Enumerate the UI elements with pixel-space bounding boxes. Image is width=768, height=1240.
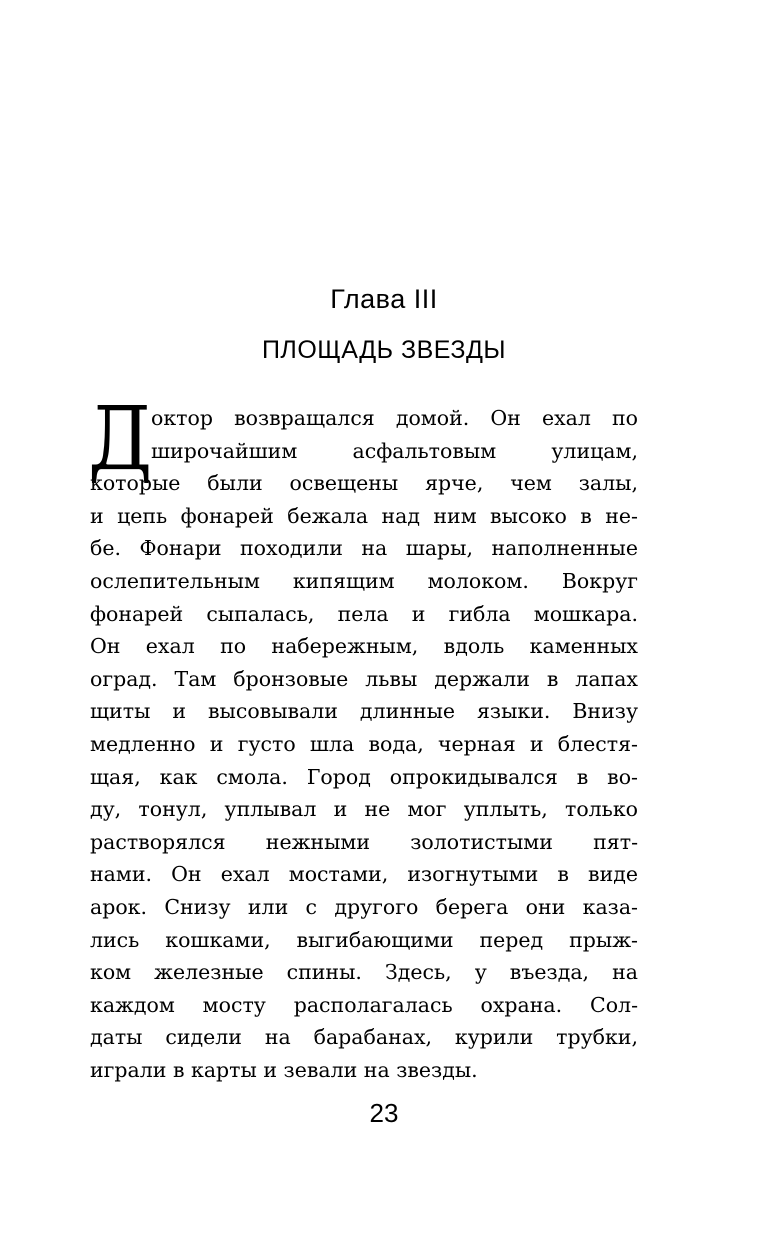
text-line: фонарей сыпалась, пела и гибла мошкара. <box>90 601 638 626</box>
text-line: щиты и высовывали длинные языки. Внизу <box>90 699 638 724</box>
text-line: октор возвращался домой. Он ехал по <box>151 406 638 430</box>
page-number: 23 <box>369 1098 399 1128</box>
chapter-title: Глава III <box>330 284 438 314</box>
text-line: оград. Там бронзовые львы держали в лапах <box>90 666 638 691</box>
text-line: медленно и густо шла вода, черная и блестя- <box>90 731 638 756</box>
body-paragraph <box>88 387 638 1086</box>
text-line: широчайшим асфальтовым улицам, <box>151 438 638 463</box>
text-line: бе. Фонари походили на шары, наполненные <box>90 536 638 561</box>
text-line: и цепь фонарей бежала над ним высоко в не- <box>90 503 638 528</box>
text-line: арок. Снизу или с другого берега они каза- <box>90 894 638 919</box>
text-line: играли в карты и зевали на звезды. <box>90 1057 478 1082</box>
text-line: лись кошками, выгибающими перед прыж- <box>90 927 638 952</box>
text-line: каждом мосту располагалась охрана. Сол- <box>90 992 638 1017</box>
text-line: ослепительным кипящим молоком. Вокруг <box>90 568 638 593</box>
text-line: щая, как смола. Город опрокидывался в во- <box>90 764 638 789</box>
text-line: нами. Он ехал мостами, изогнутыми в виде <box>90 862 638 887</box>
text-line: ком железные спины. Здесь, у въезда, на <box>90 960 638 985</box>
text-line: растворялся нежными золотистыми пят- <box>90 829 638 854</box>
text-line: ду, тонул, уплывал и не мог уплыть, только <box>90 797 638 822</box>
text-line: Он ехал по набережным, вдоль каменных <box>90 634 638 659</box>
text-line: даты сидели на барабанах, курили трубки, <box>90 1025 638 1050</box>
text-line: которые были освещены ярче, чем залы, <box>90 471 638 496</box>
chapter-subtitle: ПЛОЩАДЬ ЗВЕЗДЫ <box>261 336 507 364</box>
drop-cap: Д <box>88 387 153 490</box>
